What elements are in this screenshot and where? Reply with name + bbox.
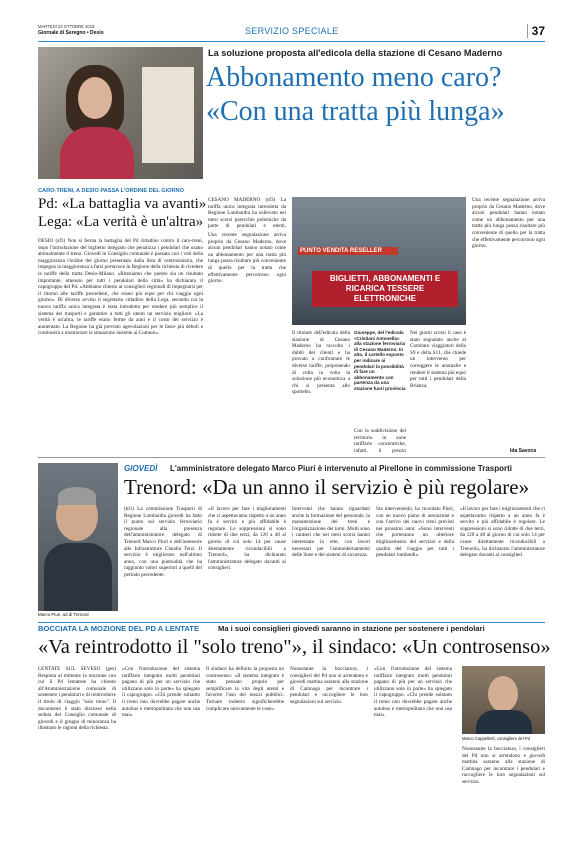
page-header: [38, 24, 545, 40]
bottom-kicker-2: Ma i suoi consiglieri giovedì saranno in stazione per sostenere i pendolari: [218, 624, 485, 633]
middle-body-col5: «Il lavoro per fare i miglioramenti che ci aspettavamo rispetto a un anno fa è servito e più affidabile è regolare. Le soppressioni si sono ridotte di due terzi, da 120 a 40 al giorno di cui solo 14 per cause direttamente riconducibili a Trenord», ha dichiarato l'amministratore delegato davanti ai consiglieri.: [460, 506, 545, 559]
top-body-col2: Il titolare dell'edicola della stazione di Cesano Maderno ha raccolto i dubbi dei clienti e ha provato a confrontare le diverse tariffe, proponendo di volta in volta la soluzione più economica a chi si presenta allo sportello.: [292, 330, 350, 396]
left-body: DESIO (sf3) Non si ferma la battaglia del Pd cittadino contro il caro-treni, dopo l'introduzione del biglietto integrato che penalizza i pendolari che usano abitualmente il treno. Giovedì in Consiglio comunale è passato con i voti della maggioranza l'ordine del giorno presentato dalla lista di centrosinistra, che impegna la maggioranza a farsi portavoce in Regione della richiesta di rivedere le tariffe della tratta Desio-Milano. «Riteniamo che questo sia un risultato importante, ottenuto per tutti i pendolari della città» ha dichiarato il capogruppo del Pd. «Abbiamo chiesto ai consiglieri regionali di impegnarsi per il ritorno alle tariffe precedenti, che erano più eque per chi viaggia ogni giorno». Di diverso avviso il segretario cittadino della Lega, secondo cui la nuova tariffa unica integrata è stata introdotta per rendere più semplice il sistema dei trasporti e garantire a tutti gli utenti un servizio migliore: «La verità è un'altra, le tariffe erano ferme da anni e il costo del servizio è aumentato. La Regione ha già previsto agevolazioni per le fasce più deboli e continuerà a monitorare la situazione insieme ai Comuni».: [38, 238, 203, 337]
bottom-headline: «Va reintrodotto il "solo treno"», il sindaco: «Un controsenso»: [38, 636, 551, 658]
cappelletti-caption: Marco Cappelletti, consigliere del Pd: [462, 736, 530, 741]
top-signature: Ida Savoca: [510, 448, 537, 454]
top-headline-2: «Con una tratta più lunga»: [206, 96, 505, 127]
bottom-body-col3: Il sindaco ha definito la proposta un controsenso: «Il sistema integrato è stato pensato proprio per semplificare la vita degli utenti e favorire l'uso dei mezzi pubblici. Tornare indietro significherebbe complicare nuovamente le cose».: [206, 666, 284, 712]
middle-kicker: L'amministratore delegato Marco Piuri è intervenuto al Pirellone in commissione Trasporti: [170, 464, 512, 473]
header-page-number: 37: [527, 24, 545, 38]
bottom-kicker: BOCCIATA LA MOZIONE DEL PD A LENTATE: [38, 624, 200, 633]
station-sign-photo: [292, 197, 466, 325]
piuri-caption: Marco Piuri, ad di Trenord: [38, 612, 89, 617]
top-body-col3: Con la suddivisione del territorio in zone tariffarie concentriche, infatti, il prezzo: [354, 428, 406, 454]
left-headline-1: Pd: «La battaglia va avanti»: [38, 196, 207, 212]
station-caption: Giuseppe, del l'edicola «Cristiani Antonella» alla stazione ferroviaria di Cesano Maderno. In alto, il cartello esposto per indicare ai pendolari la possibilità di fare un abbonamento con partenza da una stazione fuori provincia: [354, 330, 406, 391]
bottom-body-col2: «Con l'introduzione del sistema tariffario integrato molti pendolari pagano di più per un servizio che utilizzano solo in parte» ha spiegato il capogruppo. «Chi prende soltanto il treno non dovrebbe pagare anche autobus e metropolitana che non usa mai».: [122, 666, 200, 719]
header-rule: [38, 41, 545, 42]
header-section: SERVIZIO SPECIALE: [245, 26, 339, 36]
bottom-body-col6: Nonostante la bocciatura, i consiglieri del Pd non si arrendono e giovedì mattina saranno alla stazione di Camnago per incontrare i pendolari e raccogliere le loro segnalazioni sul servizio.: [462, 746, 545, 785]
left-kicker: CARO-TRENI, A DESIO PASSA L'ORDINE DEL GIORNO: [38, 188, 184, 194]
bottom-body-col1: LENTATE SUL SEVESO (ges) Respinta al mittente la mozione con cui il Pd lentatese ha chiesto all'Amministrazione comunale di sostenere i pendolari e di reintrodurre il titolo di viaggio "solo treno". Il documento è stato discusso nella seduta del Consiglio comunale di giovedì e il gruppo di minoranza ha illustrato le ragioni della richiesta.: [38, 666, 116, 732]
top-body-col1: Una recente segnalazione arriva proprio da Cesano Maderno, dove alcuni pendolari hanno notato come un abbonamento per una tratta più lunga possa risultare più conveniente di quello per la tratta che effettivamente percorrono ogni giorno.: [208, 232, 286, 285]
woman-photo: [38, 47, 203, 179]
top-lead: CESANO MADERNO (sf3) La tariffa unica integrata introdotta da Regione Lombardia ha sollevato nei mesi scorsi parecchie polemiche da parte di pendolari e utenti,: [208, 197, 286, 230]
top-headline-1: Abbonamento meno caro?: [206, 62, 502, 93]
middle-headline: Trenord: «Da un anno il servizio è più regolare»: [124, 475, 530, 499]
top-body-col5: Una recente segnalazione arriva proprio da Cesano Maderno, dove alcuni pendolari hanno notato come un abbonamento per una tratta più lunga possa risultare più conveniente di quello per la tratta che effettivamente percorrono ogni giorno.: [472, 197, 545, 250]
middle-body-col4: Sta intervenendo, ha ricordato Piuri, con un nuovo piano di assunzioni e con l'arrivo dei nuovi treni previsti nei prossimi anni: «Sono interventi che porteranno un ulteriore miglioramento del servizio e della qualità del viaggio per tutti i pendolari lombardi».: [376, 506, 454, 559]
piuri-photo: [38, 463, 118, 611]
top-body-col4: Nei giorni scorsi il caso è stato segnalato anche al Comitato viaggiatori della S9 e della S11, che chiede un intervento per correggere le anomalie e rendere il sistema più equo per tutti i pendolari della Brianza.: [410, 330, 466, 389]
top-kicker: La soluzione proposta all'edicola della stazione di Cesano Maderno: [208, 48, 503, 58]
middle-body-col2: «Il lavoro per fare i miglioramenti che ci aspettavamo rispetto a un anno fa è servito e più affidabile è regolare. Le soppressioni si sono ridotte di due terzi, da 120 a 40 al giorno di cui solo 14 per cause direttamente riconducibili a Trenord», ha dichiarato l'amministratore delegato davanti ai consiglieri.: [208, 506, 286, 572]
photo-sign-2: BIGLIETTI, ABBONAMENTI E RICARICA TESSERE ELETTRONICHE: [312, 271, 458, 307]
middle-body-col1: (bl1) La commissione Trasporti di Regione Lombardia giovedì ha fatto il punto sul servizio ferroviario regionale alla presenza dell'amministratore delegato di Trenord Marco Piuri e dell'assessore alle Infrastrutture Claudia Terzi. Il servizio è migliorato nell'ultimo anno, con una puntualità che ha raggiunto valori superiori a quelli del periodo precedente.: [124, 506, 202, 578]
section-divider: [38, 457, 545, 458]
left-headline-2: Lega: «La verità è un'altra»: [38, 214, 204, 230]
middle-day: GIOVEDÌ: [124, 464, 158, 473]
middle-body-col3: Interventi che hanno riguardato anche la formazione del personale, la manutenzione dei treni e l'organizzazione dei turni. Molti sono i cantieri che nei mesi scorsi hanno interessato la rete, con lavori necessari per l'ammodernamento delle linee e dei sistemi di sicurezza.: [292, 506, 370, 559]
photo-sign-1: PUNTO VENDITA RESELLER: [298, 247, 398, 255]
header-date: MARTEDÌ 23 OTTOBRE 2018: [38, 24, 95, 29]
bottom-body-col4: Nonostante la bocciatura, i consiglieri del Pd non si arrendono e giovedì mattina saranno alla stazione di Camnago per incontrare i pendolari e raccogliere le loro segnalazioni sul servizio.: [290, 666, 368, 705]
cappelletti-photo: [462, 666, 545, 734]
header-paper: Giornale di Seregno • Desio: [38, 30, 104, 36]
bottom-body-col5: «Con l'introduzione del sistema tariffario integrato molti pendolari pagano di più per un servizio che utilizzano solo in parte» ha spiegato il capogruppo. «Chi prende soltanto il treno non dovrebbe pagare anche autobus e metropolitana che non usa mai».: [374, 666, 452, 719]
